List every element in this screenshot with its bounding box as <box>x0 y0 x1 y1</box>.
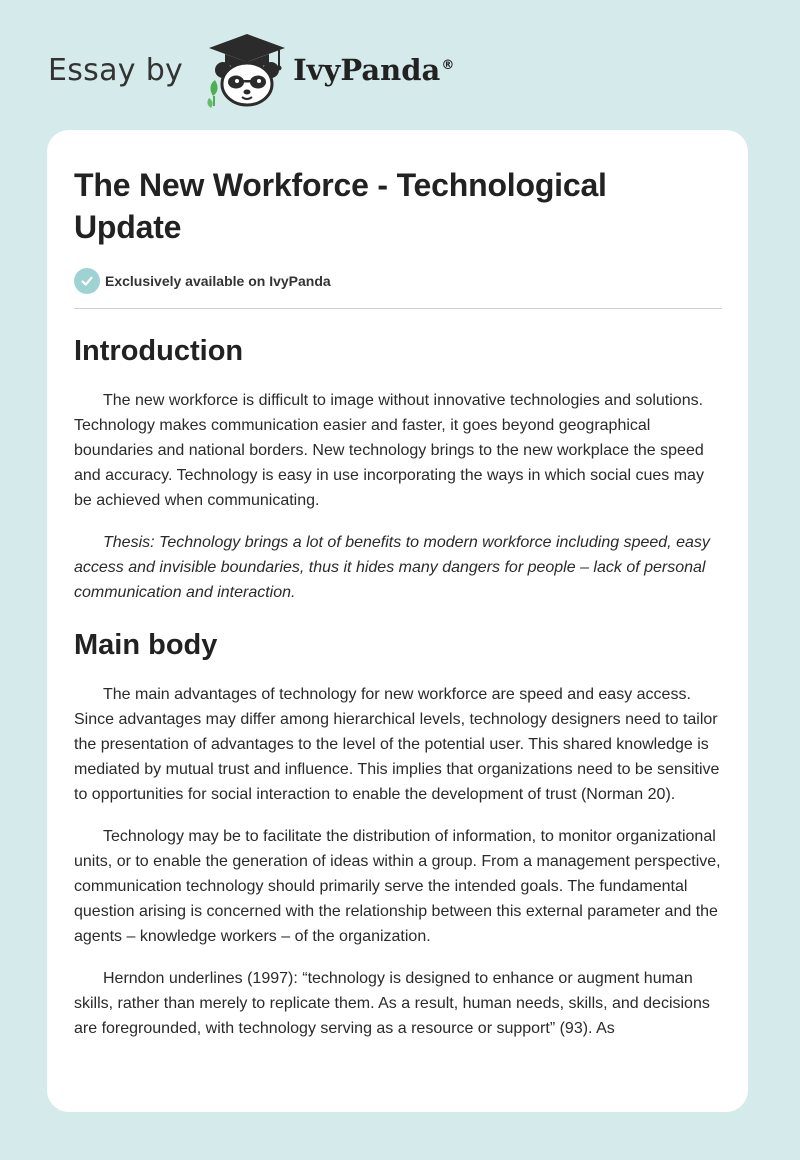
section-heading-introduction: Introduction <box>74 335 244 367</box>
registered-mark: ® <box>441 58 455 74</box>
site-header <box>48 30 454 110</box>
intro-paragraph: The new workforce is difficult to image without innovative technologies and solutions. Technology makes communication easier and faster, it goes beyond geographical boundaries and national borders. New technology brings to the new workplace the speed and accuracy. Technology is easy in use incorporating the ways in which social cues may be achieved when communicating. <box>74 392 704 509</box>
section-heading-main-body: Main body <box>74 629 218 661</box>
thesis-paragraph: Thesis: Technology brings a lot of benefits to modern workforce including speed, easy access and invisible boundaries, thus it hides many dangers for people – lack of personal communication and interaction. <box>74 534 710 601</box>
brand-name[interactable]: IvyPanda® <box>293 53 455 87</box>
check-circle-icon <box>74 268 100 294</box>
exclusive-badge <box>74 267 722 295</box>
panda-logo-icon[interactable] <box>201 30 291 110</box>
body-paragraph: Herndon underlines (1997): “technology is designed to enhance or augment human skills, rather than merely to replicate them. As a result, human needs, skills, and decisions are foregrounded, with technology serving as a resource or support” (93). As <box>74 970 710 1037</box>
title-divider <box>74 308 722 309</box>
body-paragraph: The main advantages of technology for new workforce are speed and easy access. Since advantages may differ among hierarchical levels, technology designers need to tailor the presentation of advantages to the level of the potential user. This shared knowledge is mediated by mutual trust and influence. This implies that organizations need to be sensitive to opportunities for social interaction to enable the development of trust (Norman 20). <box>74 686 720 803</box>
essay-title: The New Workforce - Technological Update <box>74 167 607 245</box>
essay-card <box>47 130 748 1112</box>
exclusive-label: Exclusively available on IvyPanda <box>105 273 331 289</box>
brand-prefix: Essay by <box>48 52 184 88</box>
body-paragraph: Technology may be to facilitate the distribution of information, to monitor organizational units, or to enable the generation of ideas within a group. From a management perspective, communication technology should primarily serve the intended goals. The fundamental question arising is concerned with the relationship between this external parameter and the agents – knowledge workers – of the organization. <box>74 828 721 945</box>
